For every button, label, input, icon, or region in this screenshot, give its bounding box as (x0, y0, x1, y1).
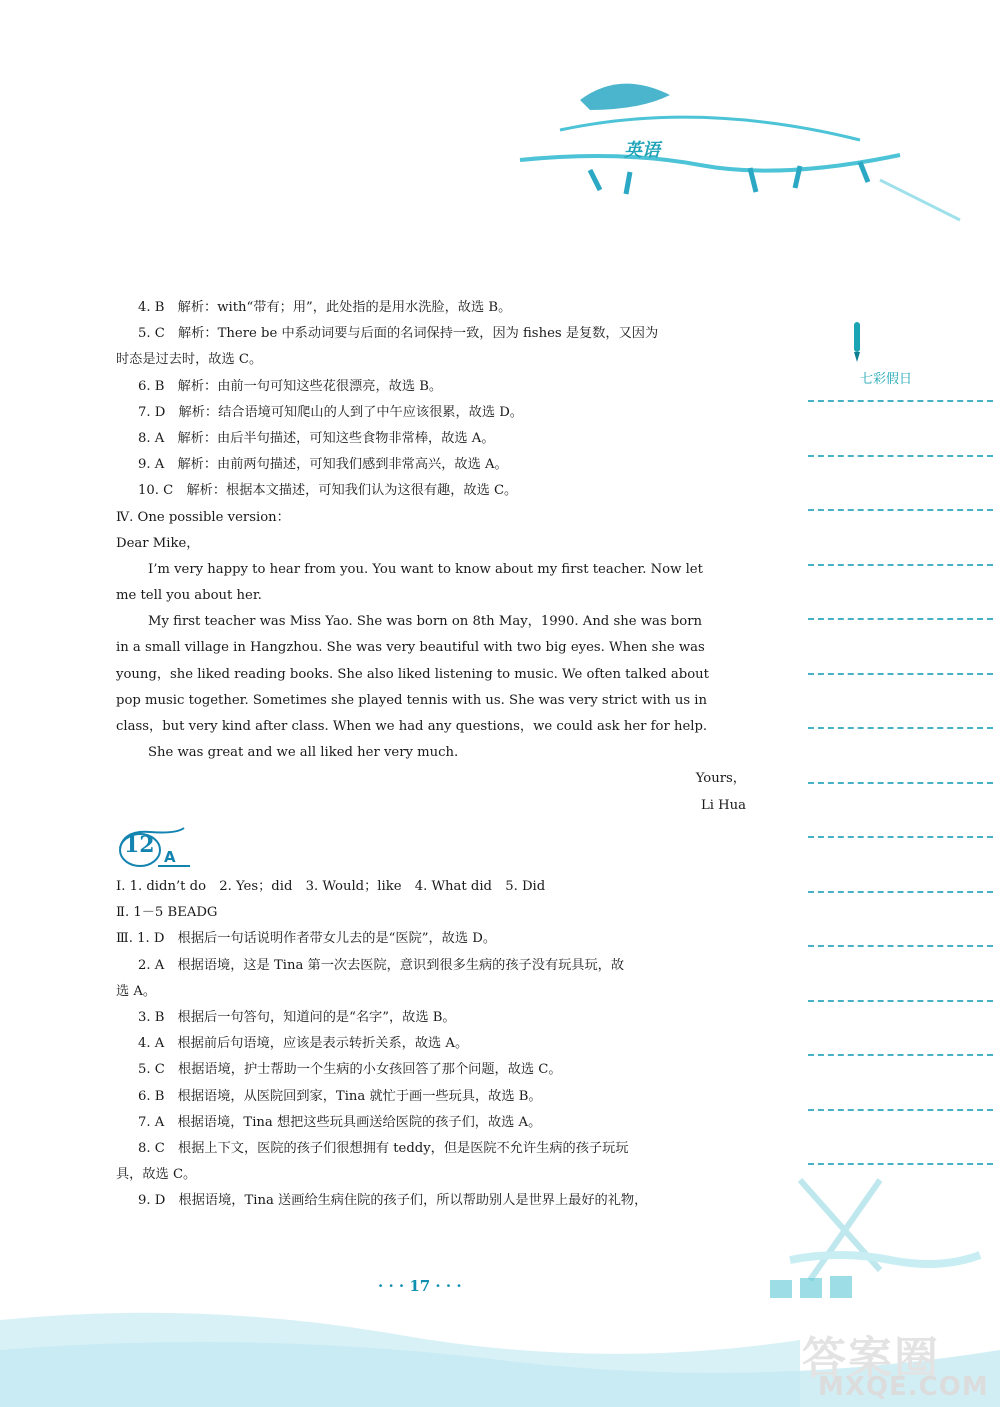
letter-line: My first teacher was Miss Yao. She was born on 8th May，1990. And she was born (148, 614, 702, 630)
answer-line: 9. A 解析：由前两句描述，可知我们感到非常高兴，故选 A。 (138, 457, 508, 473)
section-letter: A (164, 848, 176, 866)
answer-line: Ⅲ. 1. D 根据后一句话说明作者带女儿去的是“医院”，故选 D。 (116, 931, 497, 947)
page-number: · · · 17 · · · (378, 1277, 462, 1295)
answer-line: 2. A 根据语境，这是 Tina 第一次去医院，意识到很多生病的孩子没有玩具玩，故 (138, 957, 625, 973)
answer-line: Ⅰ. 1. didn’t do 2. Yes；did 3. Would；like 4. What did 5. Did (116, 879, 546, 894)
note-line (808, 509, 993, 512)
answer-line: 6. B 根据语境，从医院回到家，Tina 就忙于画一些玩具，故选 B。 (138, 1088, 542, 1104)
note-line (808, 455, 993, 458)
holiday-tag: 七彩假日 (860, 372, 913, 387)
answer-line: 时态是过去时，故选 C。 (116, 352, 263, 368)
letter-line: me tell you about her. (116, 588, 262, 604)
section-12-badge (116, 826, 192, 870)
watermark-url: MXQE.COM (818, 1372, 989, 1402)
answer-line: 4. A 根据前后句语境，应该是表示转折关系，故选 A。 (138, 1036, 469, 1052)
letter-greeting: Dear Mike， (116, 535, 200, 551)
answer-line: 8. A 解析：由后半句描述，可知这些食物非常棒，故选 A。 (138, 430, 495, 446)
letter-line: She was great and we all liked her very much. (148, 745, 459, 761)
letter-line: in a small village in Hangzhou. She was very beautiful with two big eyes. When she was (116, 640, 705, 656)
note-line (808, 945, 993, 948)
letter-closing: Yours， (695, 771, 746, 787)
note-line (808, 1109, 993, 1112)
answer-line: 选 A。 (116, 983, 157, 999)
letter-line: young，she liked reading books. She also liked listening to music. We often talked about (116, 666, 709, 682)
note-line (808, 400, 993, 403)
answer-line: Ⅱ. 1－5 BEADG (116, 905, 218, 921)
section-number: 12 (124, 832, 155, 858)
answer-line: 3. B 根据后一句答句，知道问的是“名字”，故选 B。 (138, 1009, 456, 1025)
letter-signature: Li Hua (700, 797, 746, 813)
answer-line: 5. C 解析：There be 中系动词要与后面的名词保持一致，因为 fishes 是复数，又因为 (138, 326, 659, 342)
note-line (808, 782, 993, 785)
answer-line: 8. C 根据上下文，医院的孩子们很想拥有 teddy，但是医院不允许生病的孩子玩玩 (138, 1140, 629, 1156)
note-line (808, 564, 993, 567)
letter-line: I’m very happy to hear from you. You want to know about my first teacher. Now let (148, 561, 703, 577)
section-12-answers (116, 874, 746, 1214)
note-line (808, 836, 993, 839)
note-line (808, 727, 993, 730)
answer-line: 6. B 解析：由前一句可知这些花很漂亮，故选 B。 (138, 378, 443, 394)
note-line (808, 618, 993, 621)
pen-icon (846, 320, 870, 364)
answer-line: 9. D 根据语境，Tina 送画给生病住院的孩子们，所以帮助别人是世界上最好的礼物， (138, 1193, 648, 1209)
essay-heading: Ⅳ. One possible version： (116, 509, 290, 525)
header-decoration (500, 40, 970, 230)
answer-line: 具，故选 C。 (116, 1167, 197, 1183)
answer-line: 7. D 解析：结合语境可知爬山的人到了中午应该很累，故选 D。 (138, 404, 523, 420)
letter-line: class，but very kind after class. When we had any questions，we could ask her for help. (116, 719, 708, 734)
subject-label: 英语 (624, 140, 660, 161)
watermark-text: 答案圈 (802, 1333, 940, 1384)
letter-line: pop music together. Sometimes she played tennis with us. She was very strict with us in (116, 692, 707, 708)
answer-line: 4. B 解析：with“带有；用”，此处指的是用水洗脸，故选 B。 (138, 300, 512, 315)
answer-line: 7. A 根据语境，Tina 想把这些玩具画送给医院的孩子们，故选 A。 (138, 1114, 542, 1130)
note-line (808, 673, 993, 676)
note-line (808, 1054, 993, 1057)
answer-line: 5. C 根据语境，护士帮助一个生病的小女孩回答了那个问题，故选 C。 (138, 1062, 562, 1078)
section-11-answers (116, 295, 746, 819)
answer-line: 10. C 解析：根据本文描述，可知我们认为这很有趣，故选 C。 (138, 483, 518, 499)
note-line (808, 1000, 993, 1003)
note-line (808, 891, 993, 894)
note-lines (808, 400, 993, 1218)
